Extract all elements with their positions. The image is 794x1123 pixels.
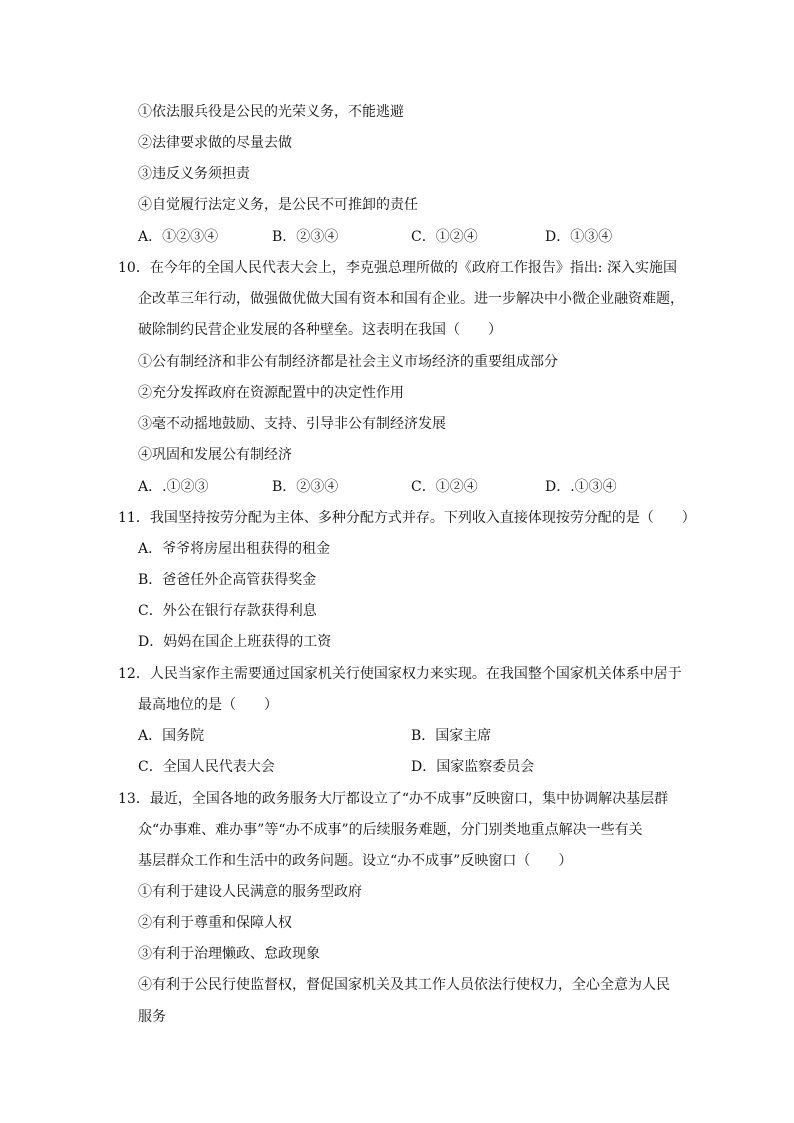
q11-option-b: B．爸爸任外企高管获得奖金: [138, 572, 317, 588]
q13-stem-line-3: 基层群众工作和生活中的政务问题。设立“办不成事”反映窗口（ ）: [138, 853, 573, 869]
q9-option-a: A．①②③④: [138, 229, 219, 245]
q10-option-d: D．.①③④: [545, 479, 617, 495]
q13-stem-line-1: 13．最近，全国各地的政务服务大厅都设立了“办不成事”反映窗口，集中协调解决基层群: [118, 791, 669, 807]
q13-stem-line-2: 众“办事难、难办事”等“办不成事”的后续服务难题，分门别类地重点解决一些有关: [138, 822, 643, 838]
q10-option-b: B．②③④: [272, 479, 339, 495]
q11-stem-line-1: 11．我国坚持按劳分配为主体、多种分配方式并存。下列收入直接体现按劳分配的是（ ）: [118, 510, 696, 526]
q12-option-d: D．国家监察委员会: [411, 759, 535, 775]
q12-stem-line-1: 12．人民当家作主需要通过国家机关行使国家权力来实现。在我国整个国家机关体系中居于: [118, 666, 682, 682]
q12-option-b: B．国家主席: [411, 728, 492, 744]
q11-option-d: D．妈妈在国企上班获得的工资: [138, 634, 332, 650]
q13-statement-1: ①有利于建设人民满意的服务型政府: [138, 884, 362, 900]
q13-statement-4: ④有利于公民行使监督权，督促国家机关及其工作人员依法行使权力，全心全意为人民: [138, 977, 670, 993]
q10-statement-1: ①公有制经济和非公有制经济都是社会主义市场经济的重要组成部分: [138, 354, 558, 370]
q10-statement-4: ④巩固和发展公有制经济: [138, 447, 292, 463]
q11-option-c: C．外公在银行存款获得利息: [138, 603, 317, 619]
q9-option-c: C．①②④: [411, 229, 478, 245]
q10-option-c: C．①②④: [411, 479, 478, 495]
q13-statement-3: ③有利于治理懒政、怠政现象: [138, 946, 320, 962]
q10-statement-2: ②充分发挥政府在资源配置中的决定性作用: [138, 385, 404, 401]
q9-statement-4: ④自觉履行法定义务，是公民不可推卸的责任: [138, 197, 418, 213]
q9-option-d: D．①③④: [545, 229, 613, 245]
q9-option-b: B．②③④: [272, 229, 339, 245]
q9-statement-3: ③违反义务须担责: [138, 166, 250, 182]
q11-option-a: A．爷爷将房屋出租获得的租金: [138, 541, 331, 557]
q13-statement-4-continued: 服务: [138, 1009, 166, 1025]
q10-stem-line-2: 企改革三年行动，做强做优做大国有资本和国有企业。进一步解决中小微企业融资难题，: [138, 291, 684, 307]
q12-stem-line-2: 最高地位的是（ ）: [138, 697, 278, 713]
q10-statement-3: ③毫不动摇地鼓励、支持、引导非公有制经济发展: [138, 416, 446, 432]
q10-stem-line-1: 10．在今年的全国人民代表大会上，李克强总理所做的《政府工作报告》指出: 深入实施国: [118, 260, 677, 276]
q12-option-c: C．全国人民代表大会: [138, 759, 275, 775]
q9-statement-1: ①依法服兵役是公民的光荣义务，不能逃避: [138, 104, 404, 120]
q9-statement-2: ②法律要求做的尽量去做: [138, 135, 292, 151]
q10-stem-line-3: 破除制约民营企业发展的各种壁垒。这表明在我国（ ）: [138, 322, 502, 338]
q10-option-a: A．.①②③: [138, 479, 209, 495]
q13-statement-2: ②有利于尊重和保障人权: [138, 915, 292, 931]
q12-option-a: A．国务院: [138, 728, 205, 744]
